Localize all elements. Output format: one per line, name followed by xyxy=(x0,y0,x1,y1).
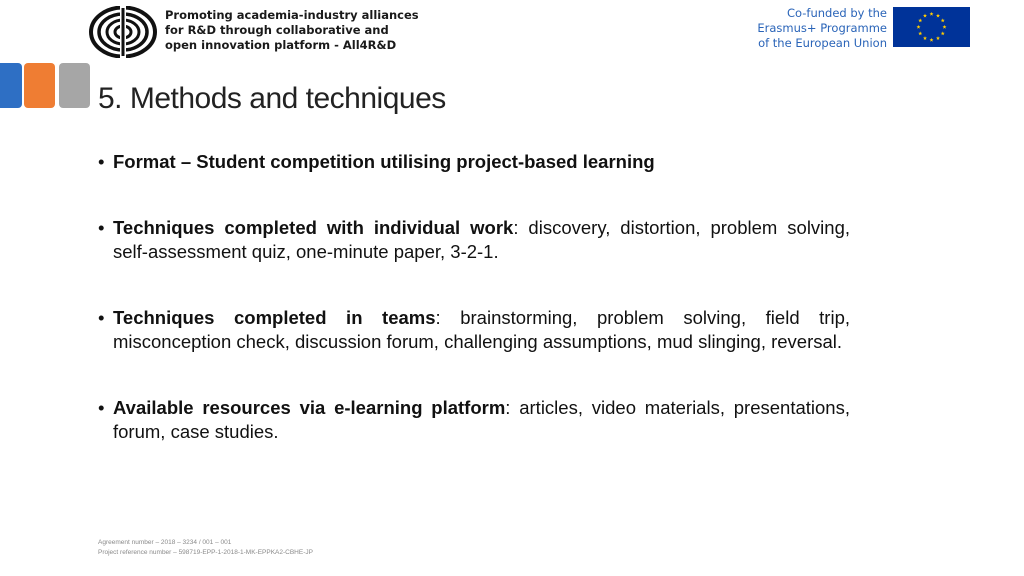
bullet-marker: • xyxy=(98,397,105,418)
bullet-item xyxy=(98,306,850,354)
project-reference: Project reference number – 598719-EPP-1-2018-1-MK-EPPKA2-CBHE-JP xyxy=(98,548,313,556)
project-title xyxy=(165,8,419,53)
bullet-marker: • xyxy=(98,217,105,238)
cofund-line: of the European Union xyxy=(758,36,887,50)
bullet-marker: • xyxy=(98,307,105,328)
decor-square-orange xyxy=(24,63,55,108)
bullet-text: : discovery, distortion, problem solving, self-assessment quiz, one-minute paper, 3-2-1. xyxy=(113,217,851,262)
agreement-number: Agreement number – 2018 – 3234 / 001 – 001 xyxy=(98,539,232,546)
cofund-line: Erasmus+ Programme xyxy=(757,21,887,35)
all4rd-logo-icon xyxy=(89,6,157,58)
project-title-line: open innovation platform - All4R&D xyxy=(165,38,397,52)
bullet-heading: Available resources via e-learning platform xyxy=(113,397,506,418)
bullet-item xyxy=(98,396,850,444)
eu-flag-icon xyxy=(893,7,970,47)
bullet-item xyxy=(98,150,850,174)
bullet-heading: Techniques completed in teams xyxy=(113,307,436,328)
decor-square-gray xyxy=(59,63,90,108)
bullet-marker: • xyxy=(98,151,105,172)
cofund-text xyxy=(722,6,887,51)
bullet-heading: Format – Student competition utilising project-based learning xyxy=(113,151,655,172)
bullet-item xyxy=(98,216,850,264)
project-title-line: for R&D through collaborative and xyxy=(165,23,389,37)
cofund-line: Co-funded by the xyxy=(786,6,887,20)
bullet-heading: Techniques completed with individual work xyxy=(113,217,514,238)
footer xyxy=(98,538,313,557)
decor-square-blue xyxy=(0,63,22,108)
bullet-text: : articles, video materials, presentations, forum, case studies. xyxy=(113,397,850,442)
slide-title: 5. Methods and techniques xyxy=(98,82,446,115)
bullet-text: : brainstorming, problem solving, field trip, misconception check, discussion forum, challenging assumptions, mud slinging, reversal. xyxy=(113,307,850,352)
project-title-line: Promoting academia-industry alliances xyxy=(165,8,419,22)
bullet-list xyxy=(98,150,850,444)
